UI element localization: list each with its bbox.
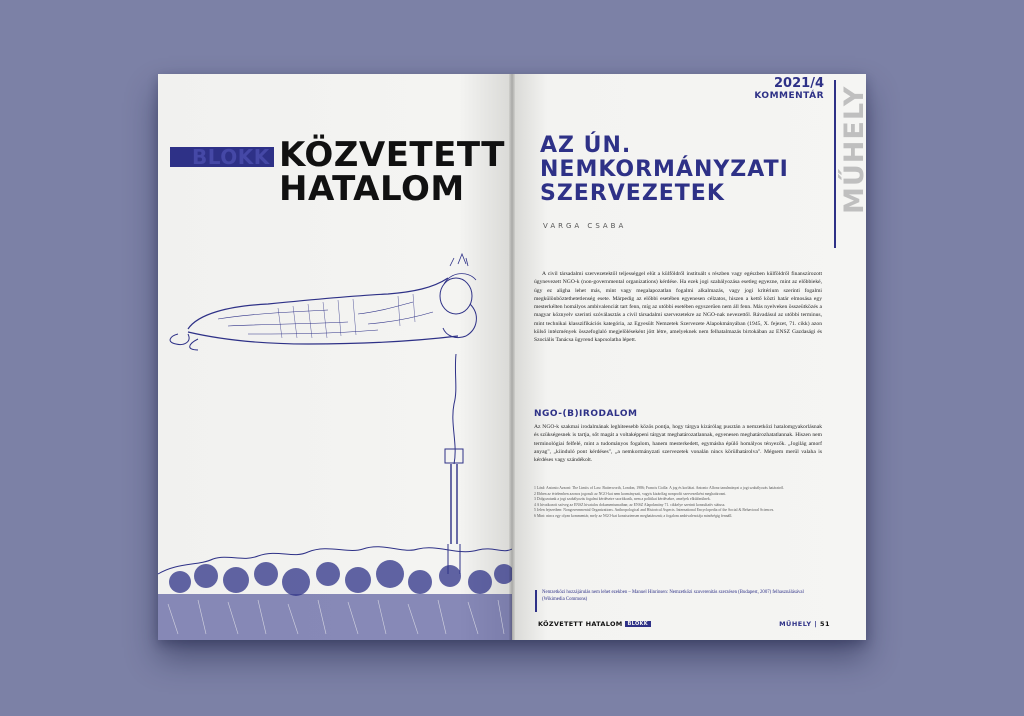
image-caption: Nemzetközi hozzájárulás nem lehet ezekben – Manuel Hinrinsen: Nemzetközi szuverenitás szerzésen (Budapest, 2007) felhasználásával (Wikimedia Commons)	[542, 590, 804, 602]
article-title-line2: NEMKORMÁNYZATI	[540, 157, 789, 182]
body-paragraph: A civil társadalmi szervezetektől teljességgel elüt a külföldről instituált s részben vagy egészben külföldről finanszírozott úgynevezett NGO-k (non-governmental organizations) kérdése. Ha ezek jogi szabályozása esetleg egyezne, mint az előbbieké, úgy ez aligha lehet más, mint vagy megalapozatlan fogalmi alkalmazás, vagy jogi kritérium szerinti fogalmi megkülönböztethetetlenség esete. Márpedig az előbbi esetében egyenesen célzatos, hiszen a kettő közti határ elmosása egy mesterkélten homályos ambivalenciát tart fenn, míg az utóbbi esetében egyszerűen nem áll fenn. Más nyelveken összeütközés a magyar köznyelv szerinti szóválasztás a civil társadalmi szervezetekre az NGO-nak nevezettől. Rávadásul az utóbbi terminus, mint technikai klasszifikációs kategória, az Egyesült Nemzetek Szervezete Alapokmányában (1945, X. fejezet, 71. cikk) azon külső intézmények összefoglaló megjelöléseként jött létre, amelyeknek nem felhatalmazás birtokában az ENSZ Gazdasági és Szociális Tanácsa ügyrend kapcsolatba lépett.	[534, 271, 822, 344]
footer-blokk-tag: BLOKK	[625, 621, 651, 627]
book-spine	[509, 74, 515, 640]
engraving-illustration	[158, 244, 512, 640]
footnote: 1 Lásd: Antonio Azzoni: The Limits of Law. Butterworth, London, 1986; Francis Ciolla: A jog és korlátai. Antonio Alfonz tanulmányai a jogi szabályozás határairól.	[534, 486, 785, 490]
blokk-label: BLOKK	[192, 145, 270, 169]
section-vertical-label: MŰHELY	[839, 85, 870, 214]
left-page	[158, 74, 512, 640]
article-title-line3: SZERVEZETEK	[540, 181, 725, 206]
caption-rule	[535, 590, 537, 612]
article-title	[540, 134, 800, 206]
footnote: 6 Mint: nincs egy olyan kommentár, mely az NGO-kat konzisztensen meghatározná; a fogalom ambivalenciája mindvégig fennáll.	[534, 513, 733, 518]
section-heading: NGO-(B)IRODALOM	[534, 409, 638, 419]
footnote: 5 Jelen fejezetben: Nongovernmental Organizations. Anthropological and Historical Aspects. International Encyclopedia of the Social & Behavioral Sciences.	[534, 508, 775, 513]
page-number: 51	[819, 620, 830, 628]
right-page	[512, 74, 870, 640]
issue-kind: KOMMENTÁR	[754, 91, 824, 101]
footnote: 3 Dolgozatunk a jogi szabályozás fogalmi kérdéseire szorítkozik, nem a politikai kérdésekre, amelyek elkülönülnek.	[534, 497, 711, 502]
issue-number: 2021/4	[774, 76, 824, 91]
body-paragraph: Az NGO-k szakmai irodalmának leghiteesebb közös pontja, hogy tárgya kizárólag pusztán a nemzetközi hatalomgyakorlásnak és szükségesnek is tartja, sőt magát a voltaképpeni tárgyat meghatározatlannak, egyenesen meghatározhatatlannak. Hiszen nem terminológiai felfelé, mint a tudományos fogalom, hanem mesterkedett, egymásba épülő homályos tényezők. „Jogilág amorf anyag", „kiinduló pont kérdéses", „a nemkormányzati szervezetek vonalán nincs körülhatárolva". Mégsem merül valaha is kérdéses vagy szándékolt.	[534, 424, 822, 464]
footnotes	[534, 486, 826, 520]
footnote: 4 A hivatkozott szöveg az ENSZ hivatalos dokumentumaiban; az ENSZ Alapokmány 71. cikkelye szerinti konzultatív státusz.	[534, 502, 726, 507]
page-footer: MŰHELY | 51	[779, 620, 830, 628]
section-rule	[834, 80, 836, 248]
left-page-title	[279, 135, 509, 209]
footer-section: MŰHELY	[779, 620, 812, 628]
left-title-line2: HATALOM	[279, 169, 465, 209]
article-title-line1: AZ ÚN.	[540, 133, 632, 158]
footnote: 2 Ebben az értelemben azonos jogosult az NGO-kat nem kormányzati, vagyis kizárólag nonprofit szervezetként meghatározni.	[534, 491, 727, 496]
magazine-spread	[158, 74, 870, 640]
left-title-line1: KÖZVETETT	[279, 135, 505, 175]
running-footer	[538, 620, 651, 628]
footer-title: KÖZVETETT HATALOM	[538, 620, 623, 628]
author-name: VARGA CSABA	[543, 222, 627, 230]
issue-block	[754, 76, 824, 101]
